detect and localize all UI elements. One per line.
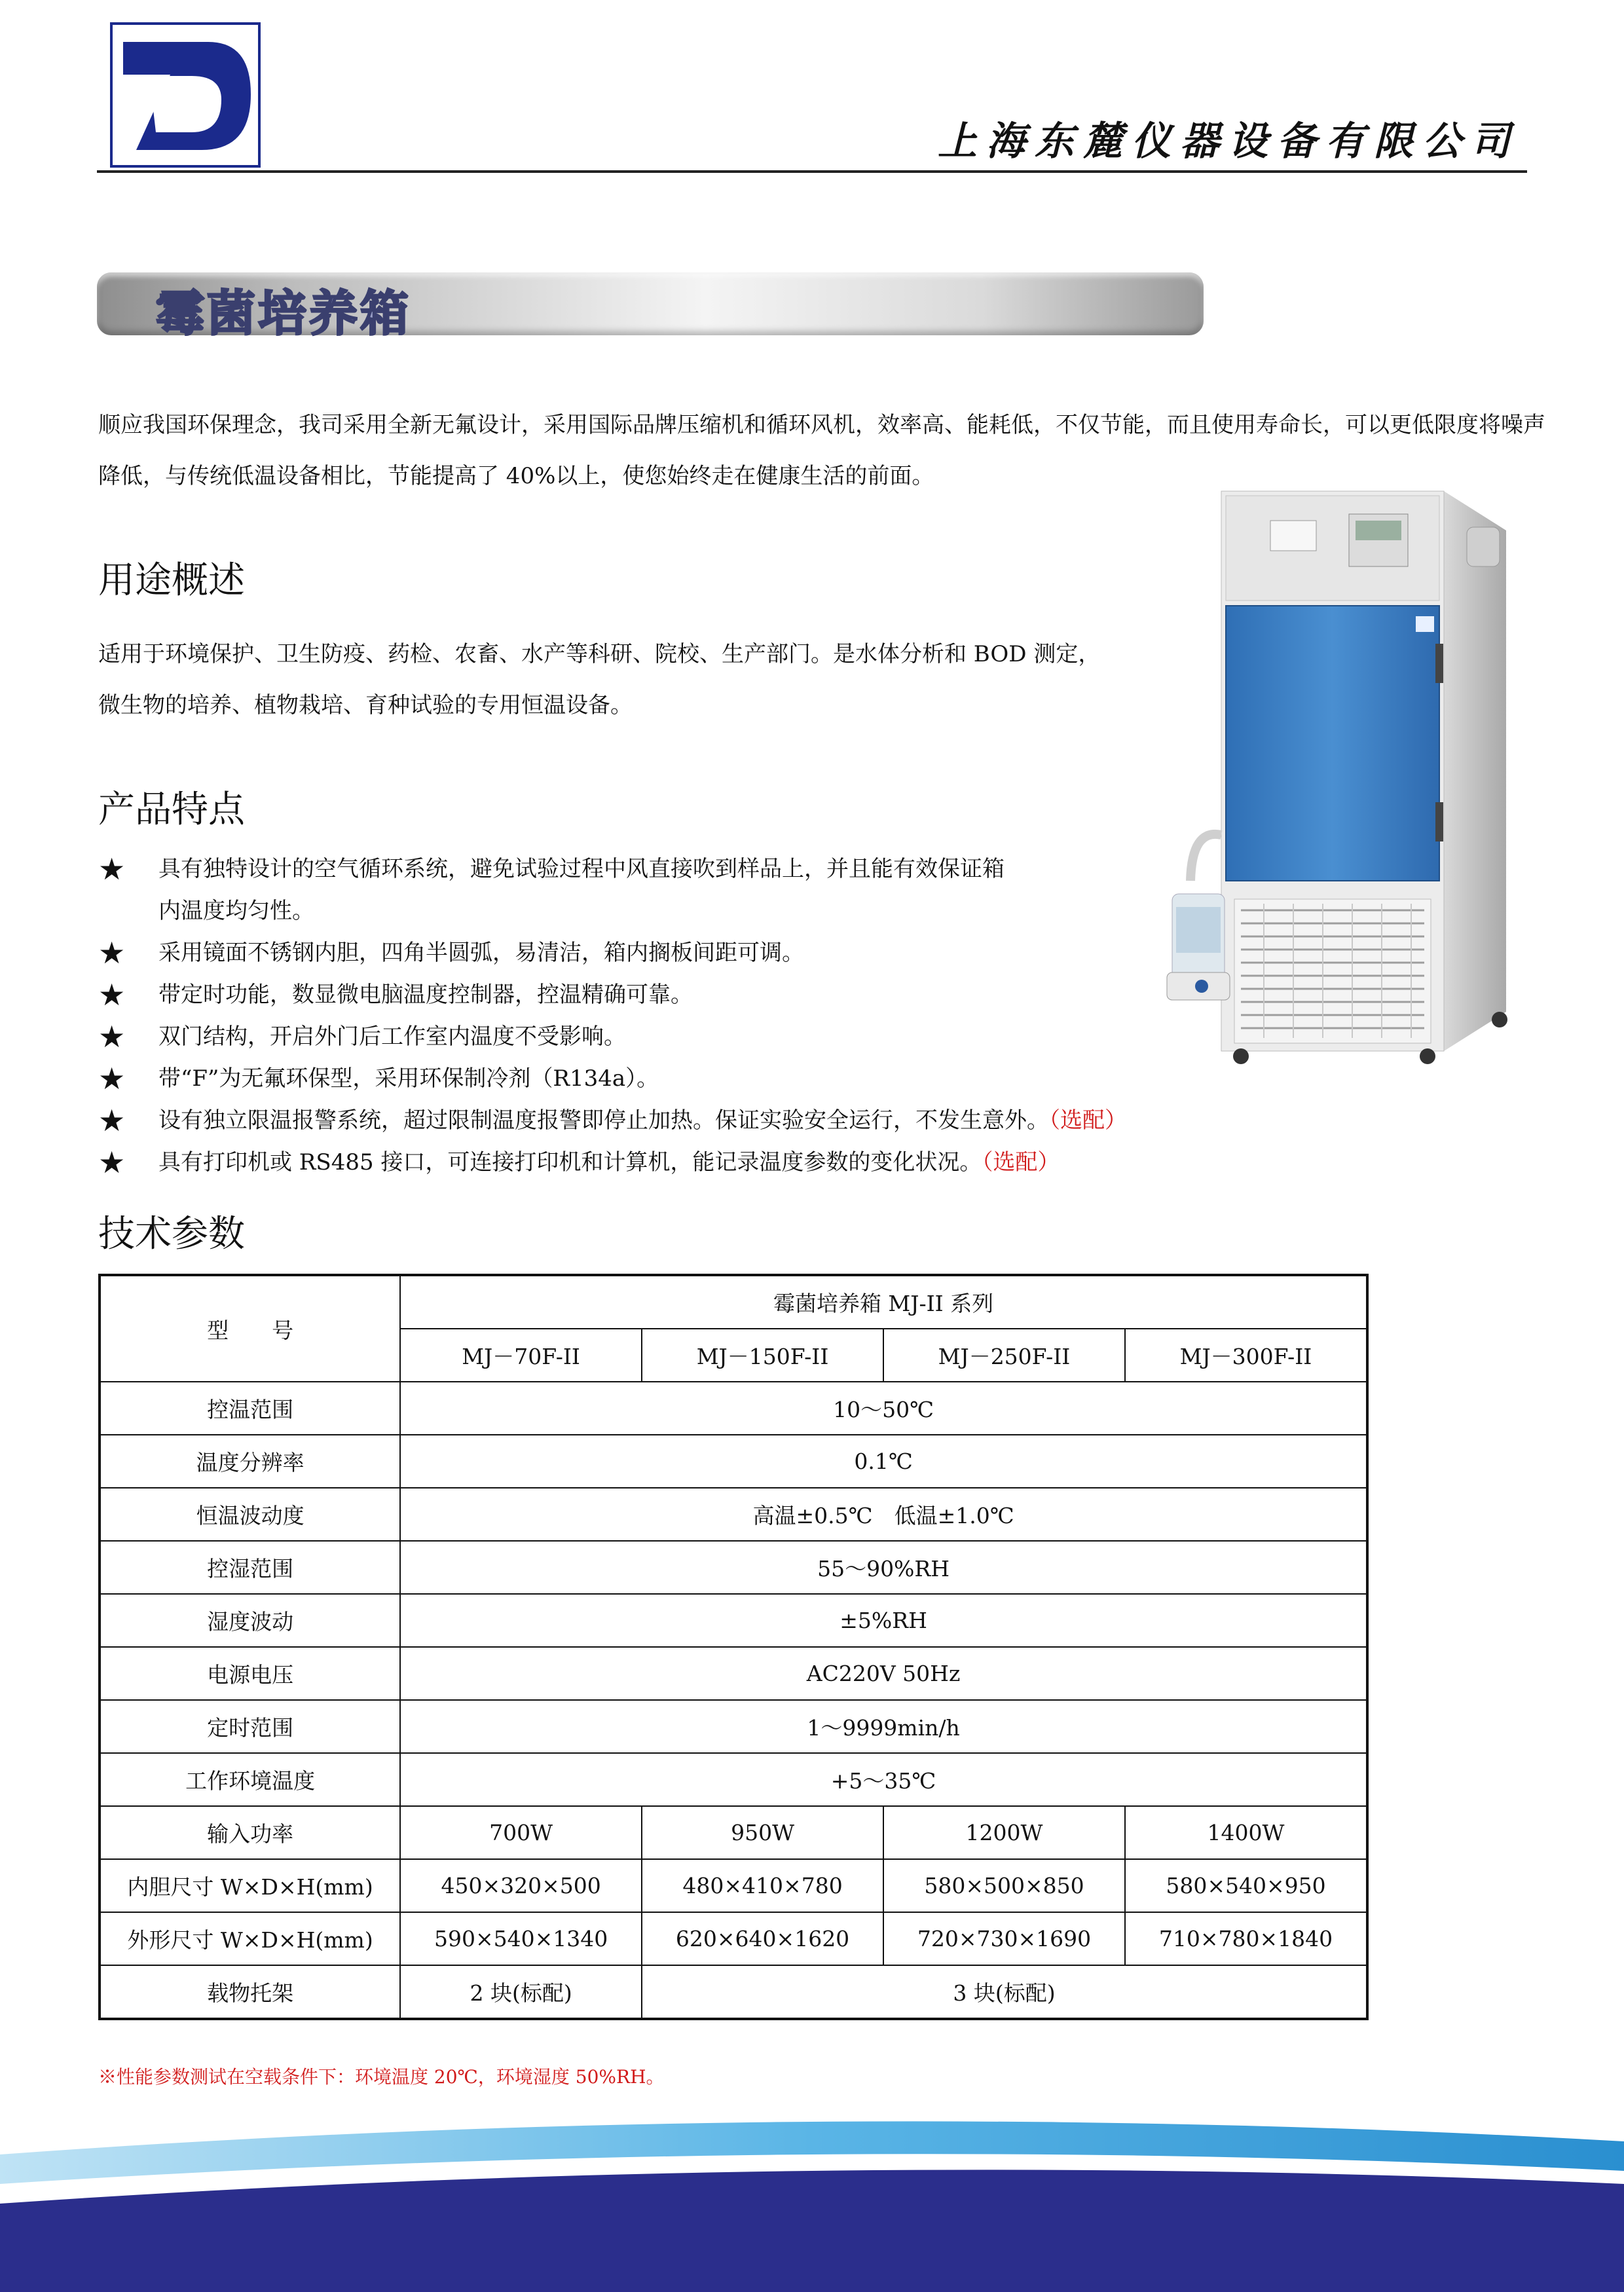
features-heading: 产品特点 — [98, 788, 245, 831]
series-cell: 霉菌培养箱 MJ-II 系列 — [400, 1275, 1367, 1329]
row-value: 1～9999min/h — [400, 1700, 1367, 1753]
row-value: 450×320×500 — [400, 1859, 642, 1912]
table-row — [100, 1859, 1367, 1912]
feature-item: ★ 具有独特设计的空气循环系统，避免试验过程中风直接吹到样品上，并且能有效保证箱 内温度均匀性。 — [98, 848, 1277, 932]
row-value: 1200W — [883, 1806, 1125, 1859]
header-divider — [97, 170, 1527, 173]
row-value: 620×640×1620 — [642, 1912, 883, 1965]
star-bullet-icon: ★ — [98, 851, 126, 887]
row-value: ±5%RH — [400, 1594, 1367, 1647]
row-value: 580×540×950 — [1125, 1859, 1367, 1912]
row-label: 输入功率 — [100, 1806, 400, 1859]
model-cell: MJ－150F-II — [642, 1329, 883, 1382]
row-value: 0.1℃ — [400, 1435, 1367, 1488]
star-bullet-icon: ★ — [98, 1145, 126, 1180]
test-condition-note: ※性能参数测试在空载条件下：环境温度 20℃，环境湿度 50%RH。 — [98, 2066, 665, 2088]
star-bullet-icon: ★ — [98, 977, 126, 1012]
row-value: 2 块(标配) — [400, 1965, 642, 2019]
table-row — [100, 1700, 1367, 1753]
footer-wave — [0, 2069, 1624, 2292]
row-value: 720×730×1690 — [883, 1912, 1125, 1965]
table-row — [100, 1275, 1367, 1329]
table-row — [100, 1912, 1367, 1965]
row-label: 控温范围 — [100, 1382, 400, 1435]
star-bullet-icon: ★ — [98, 1019, 126, 1054]
spec-heading: 技术参数 — [98, 1213, 245, 1255]
model-cell: MJ－300F-II — [1125, 1329, 1367, 1382]
intro-paragraph: 顺应我国环保理念，我司采用全新无氟设计，采用国际品牌压缩机和循环风机，效率高、能耗低，不仅节能，而且使用寿命长，可以更低限度将噪声降低，与传统低温设备相比，节能提高了 40%以上，使您始终走在健康生活的前面。 — [98, 412, 1545, 489]
model-label-cell: 型 号 — [100, 1275, 400, 1382]
product-title: 霉菌培养箱 — [156, 286, 411, 342]
table-row — [100, 1647, 1367, 1700]
company-name: 上海东麓仪器设备有限公司 — [938, 119, 1519, 164]
feature-item: ★ 设有独立限温报警系统，超过限制温度报警即停止加热。保证实验安全运行，不发生意外。（选配） — [98, 1100, 1277, 1141]
feature-item: ★ 双门结构，开启外门后工作室内温度不受影响。 — [98, 1016, 1277, 1058]
row-value: 480×410×780 — [642, 1859, 883, 1912]
star-bullet-icon: ★ — [98, 1103, 126, 1138]
row-value: 高温±0.5℃ 低温±1.0℃ — [400, 1488, 1367, 1541]
table-row — [100, 1806, 1367, 1859]
row-label: 外形尺寸 W×D×H(mm) — [100, 1912, 400, 1965]
row-label: 恒温波动度 — [100, 1488, 400, 1541]
row-value: AC220V 50Hz — [400, 1647, 1367, 1700]
row-value: 710×780×1840 — [1125, 1912, 1367, 1965]
row-label: 湿度波动 — [100, 1594, 400, 1647]
features-list — [98, 848, 1277, 1183]
star-bullet-icon: ★ — [98, 935, 126, 970]
table-row — [100, 1594, 1367, 1647]
incubator-product-photo — [1113, 488, 1532, 1077]
model-cell: MJ－250F-II — [883, 1329, 1125, 1382]
row-label: 工作环境温度 — [100, 1753, 400, 1806]
row-value: 700W — [400, 1806, 642, 1859]
feature-item: ★ 带定时功能，数显微电脑温度控制器，控温精确可靠。 — [98, 974, 1277, 1016]
row-label: 定时范围 — [100, 1700, 400, 1753]
usage-paragraph: 适用于环境保护、卫生防疫、药检、农畜、水产等科研、院校、生产部门。是水体分析和 BOD 测定，微生物的培养、植物栽培、育种试验的专用恒温设备。 — [98, 641, 1101, 718]
row-label: 控湿范围 — [100, 1541, 400, 1594]
table-row — [100, 1488, 1367, 1541]
row-value: 590×540×1340 — [400, 1912, 642, 1965]
table-row — [100, 1965, 1367, 2019]
row-label: 内胆尺寸 W×D×H(mm) — [100, 1859, 400, 1912]
row-value: 580×500×850 — [883, 1859, 1125, 1912]
row-value: 3 块(标配) — [642, 1965, 1367, 2019]
company-logo — [110, 22, 261, 168]
row-value: +5～35℃ — [400, 1753, 1367, 1806]
row-value: 10～50℃ — [400, 1382, 1367, 1435]
optional-tag: （选配） — [1049, 1107, 1127, 1134]
row-label: 温度分辨率 — [100, 1435, 400, 1488]
row-label: 载物托架 — [100, 1965, 400, 2019]
row-value: 950W — [642, 1806, 883, 1859]
star-bullet-icon: ★ — [98, 1061, 126, 1096]
usage-heading: 用途概述 — [98, 559, 245, 602]
table-row — [100, 1382, 1367, 1435]
table-row — [100, 1753, 1367, 1806]
feature-item: ★ 带“F”为无氟环保型，采用环保制冷剂（R134a）。 — [98, 1058, 1277, 1100]
model-cell: MJ－70F-II — [400, 1329, 642, 1382]
feature-item: ★ 具有打印机或 RS485 接口，可连接打印机和计算机，能记录温度参数的变化状况。（选配） — [98, 1141, 1277, 1183]
spec-table — [98, 1274, 1369, 2020]
table-row — [100, 1435, 1367, 1488]
row-value: 55～90%RH — [400, 1541, 1367, 1594]
row-value: 1400W — [1125, 1806, 1367, 1859]
row-label: 电源电压 — [100, 1647, 400, 1700]
table-row — [100, 1541, 1367, 1594]
optional-tag: （选配） — [982, 1149, 1060, 1175]
feature-item: ★ 采用镜面不锈钢内胆，四角半圆弧，易清洁，箱内搁板间距可调。 — [98, 932, 1277, 974]
